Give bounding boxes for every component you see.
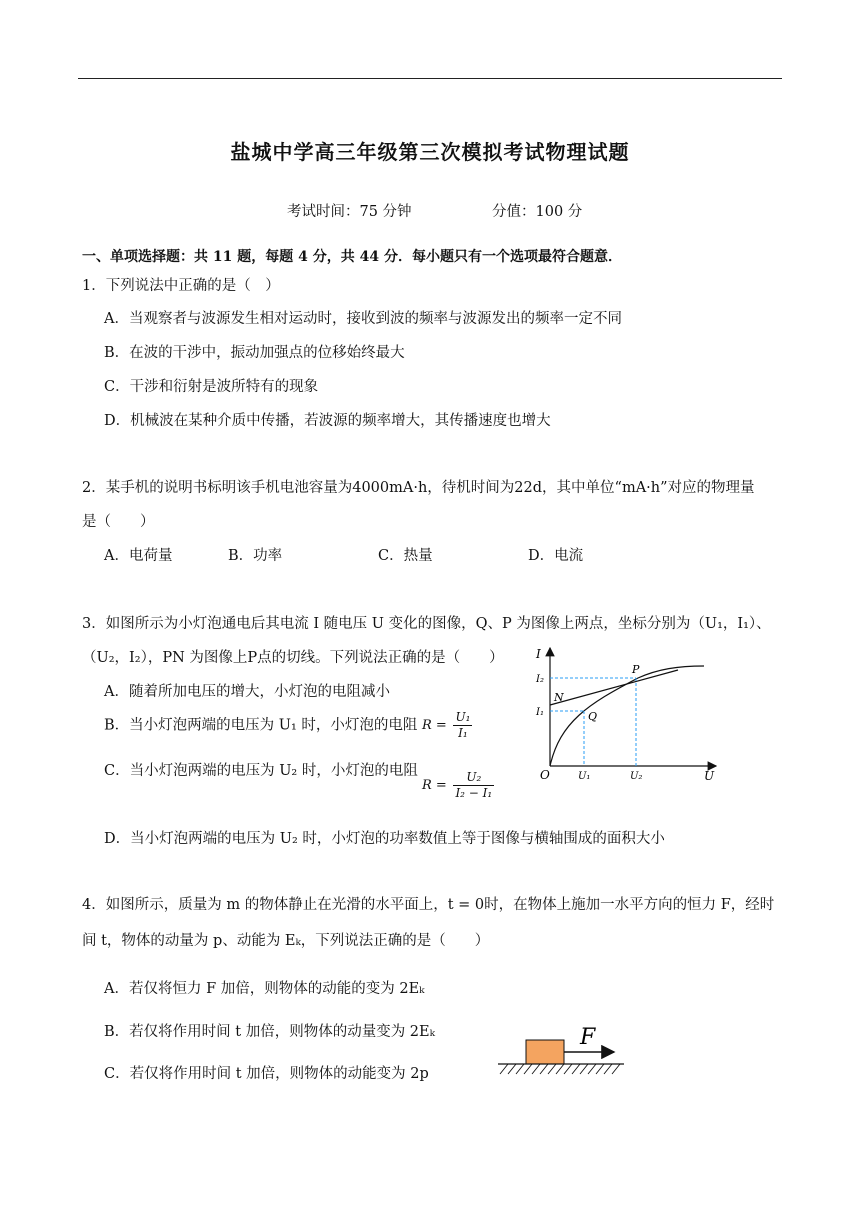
q3-option-c: C．当小灯泡两端的电压为 U₂ 时，小灯泡的电阻 [104,763,418,779]
q2-option-d: D．电流 [528,548,584,564]
q3-option-a: A．随着所加电压的增大，小灯泡的电阻减小 [104,684,390,700]
q4-option-b: B．若仅将作用时间 t 加倍，则物体的动量变为 2Eₖ [104,1024,435,1040]
q4-stem-line2: 间 t，物体的动量为 p、动能为 Eₖ，下列说法正确的是（ ） [82,933,490,949]
q3-option-c-r: R = [422,778,447,793]
q4-ground-hatch [500,1064,620,1074]
q4-block [526,1040,564,1064]
q2-option-b: B．功率 [228,548,283,564]
q1-option-a: A．当观察者与波源发生相对运动时，接收到波的频率与波源发出的频率一定不同 [104,311,622,327]
q3-label-i1: I₁ [536,707,544,718]
q3-option-c-numerator: U₂ [453,770,494,786]
q1-option-c: C．干涉和衍射是波所特有的现象 [104,379,319,395]
q3-option-c-formula [422,770,494,801]
q3-label-u1: U₁ [578,771,591,782]
q1-stem: 1．下列说法中正确的是（ ） [82,278,280,294]
exam-time: 考试时间：75 分钟 [287,204,412,220]
q4-stem-line1: 4．如图所示，质量为 m 的物体静止在光滑的水平面上，t = 0时，在物体上施加一水平方向的恒力 F，经时 [82,897,775,913]
q3-iu-graph [528,642,724,784]
q2-option-a: A．电荷量 [104,548,173,564]
q3-option-b-denominator: I₁ [458,726,468,740]
q3-tangent-line [550,670,678,705]
q3-option-b-numerator: U₁ [455,710,471,724]
q4-option-a: A．若仅将恒力 F 加倍，则物体的动能的变为 2Eₖ [104,981,425,997]
q3-option-b [104,710,472,741]
q3-label-q: Q [588,710,598,723]
q3-option-b-fraction [453,710,472,741]
q4-force-label: F [580,1025,596,1050]
section-heading: 一、单项选择题：共 11 题，每题 4 分，共 44 分．每小题只有一个选项最符合题意． [82,249,622,265]
q2-option-c: C．热量 [378,548,433,564]
q3-option-b-text: B．当小灯泡两端的电压为 U₁ 时，小灯泡的电阻 [104,717,418,734]
q1-option-b: B．在波的干涉中，振动加强点的位移始终最大 [104,345,405,361]
q3-label-i-axis: I [536,647,541,661]
q2-stem-line2: 是（ ） [82,514,155,530]
q3-stem-line1: 3．如图所示为小灯泡通电后其电流 I 随电压 U 变化的图像，Q、P 为图像上两点，坐标分别为（U₁，I₁）、 [82,616,771,632]
q3-label-i2: I₂ [536,674,544,685]
q1-option-d: D．机械波在某种介质中传播，若波源的频率增大，其传播速度也增大 [104,413,551,429]
q3-label-p: P [632,663,640,676]
q3-label-origin: O [540,768,550,782]
q3-option-d: D．当小灯泡两端的电压为 U₂ 时，小灯泡的功率数值上等于图像与横轴围成的面积大小 [104,831,665,847]
page-title: 盐城中学高三年级第三次模拟考试物理试题 [230,140,630,164]
q3-option-c-denominator: I₂ − I₁ [455,786,493,800]
q4-option-c: C．若仅将作用时间 t 加倍，则物体的动能变为 2p [104,1066,429,1082]
q3-label-u-axis: U [704,769,715,783]
q3-label-n: N [554,691,564,704]
q3-stem-line2: （U₂，I₂），PN 为图像上P点的切线。下列说法正确的是（ ） [82,650,504,666]
q2-stem-line1: 2．某手机的说明书标明该手机电池容量为4000mA·h，待机时间为22d，其中单位“mA·h”对应的物理量 [82,480,755,496]
q3-option-b-r: R = [422,718,447,733]
q3-label-u2: U₂ [630,771,643,782]
q3-option-c-fraction [453,770,494,801]
q4-force-diagram [494,1016,628,1082]
exam-score: 分值：100 分 [492,204,583,220]
q3-iu-curve [550,666,704,766]
header-rule [78,78,782,79]
